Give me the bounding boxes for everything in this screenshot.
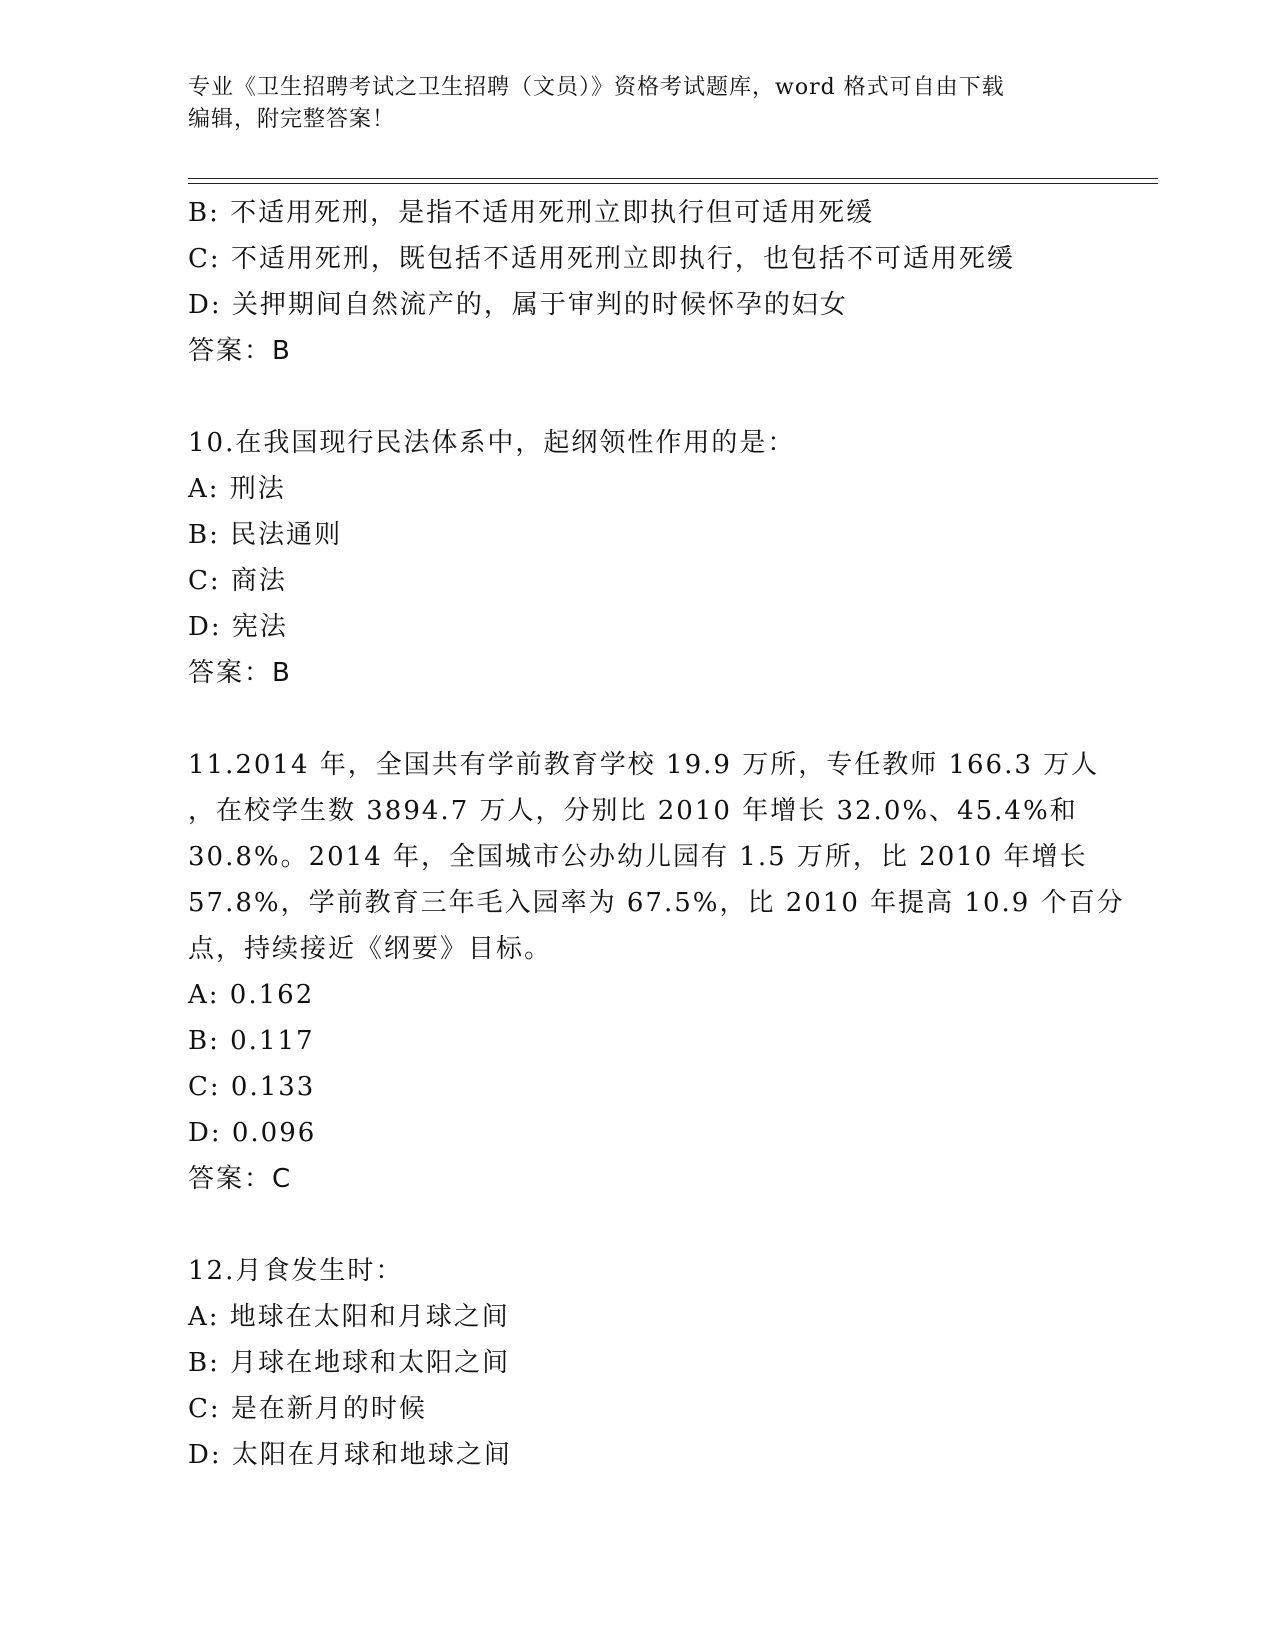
header-line-1: 专业《卫生招聘考试之卫生招聘（文员）》资格考试题库，word 格式可自由下载 [188, 75, 1005, 100]
option-a: A: 地球在太阳和月球之间 [188, 1302, 510, 1332]
option-c: C: 商法 [188, 566, 287, 596]
option-b: B: 不适用死刑，是指不适用死刑立即执行但可适用死缓 [188, 198, 875, 228]
option-d: D: 太阳在月球和地球之间 [188, 1440, 512, 1470]
question-stem-line: 30.8%。2014 年，全国城市公办幼儿园有 1.5 万所，比 2010 年增长 [188, 842, 1088, 872]
option-c: C: 0.133 [188, 1072, 316, 1102]
option-d: D: 0.096 [188, 1118, 317, 1148]
question-stem: 12.月食发生时： [188, 1256, 404, 1286]
option-b: B: 民法通则 [188, 520, 343, 550]
spacer [188, 1202, 1088, 1248]
question-list [188, 190, 1125, 1478]
option-d: D: 宪法 [188, 612, 288, 642]
option-b: B: 月球在地球和太阳之间 [188, 1348, 511, 1378]
option-a: A: 刑法 [188, 474, 286, 504]
header-divider-bottom [188, 183, 1158, 184]
question-9-tail [188, 190, 1088, 374]
option-b: B: 0.117 [188, 1026, 315, 1056]
spacer [188, 374, 1088, 420]
answer-line: 答案：B [188, 336, 292, 366]
document-header [188, 72, 1088, 136]
answer-line: 答案：C [188, 1164, 293, 1194]
answer-line: 答案：B [188, 658, 292, 688]
question-10 [188, 420, 1088, 696]
question-stem-line: ，在校学生数 3894.7 万人，分别比 2010 年增长 32.0%、45.4%和 [188, 796, 1078, 826]
spacer [188, 696, 1088, 742]
question-12 [188, 1248, 1088, 1478]
option-c: C: 是在新月的时候 [188, 1394, 427, 1424]
question-11 [188, 742, 1125, 1202]
header-divider-top [188, 178, 1158, 179]
option-d: D: 关押期间自然流产的，属于审判的时候怀孕的妇女 [188, 290, 848, 320]
question-stem-line: 57.8%，学前教育三年毛入园率为 67.5%，比 2010 年提高 10.9 个百分 [188, 888, 1125, 918]
option-c: C: 不适用死刑，既包括不适用死刑立即执行，也包括不可适用死缓 [188, 244, 1015, 274]
header-line-2: 编辑，附完整答案！ [188, 107, 396, 132]
question-stem-line: 点，持续接近《纲要》目标。 [188, 934, 553, 964]
question-stem: 10.在我国现行民法体系中，起纲领性作用的是： [188, 428, 796, 458]
question-stem-line: 11.2014 年，全国共有学前教育学校 19.9 万所，专任教师 166.3 万人 [188, 750, 1100, 780]
option-a: A: 0.162 [188, 980, 315, 1010]
